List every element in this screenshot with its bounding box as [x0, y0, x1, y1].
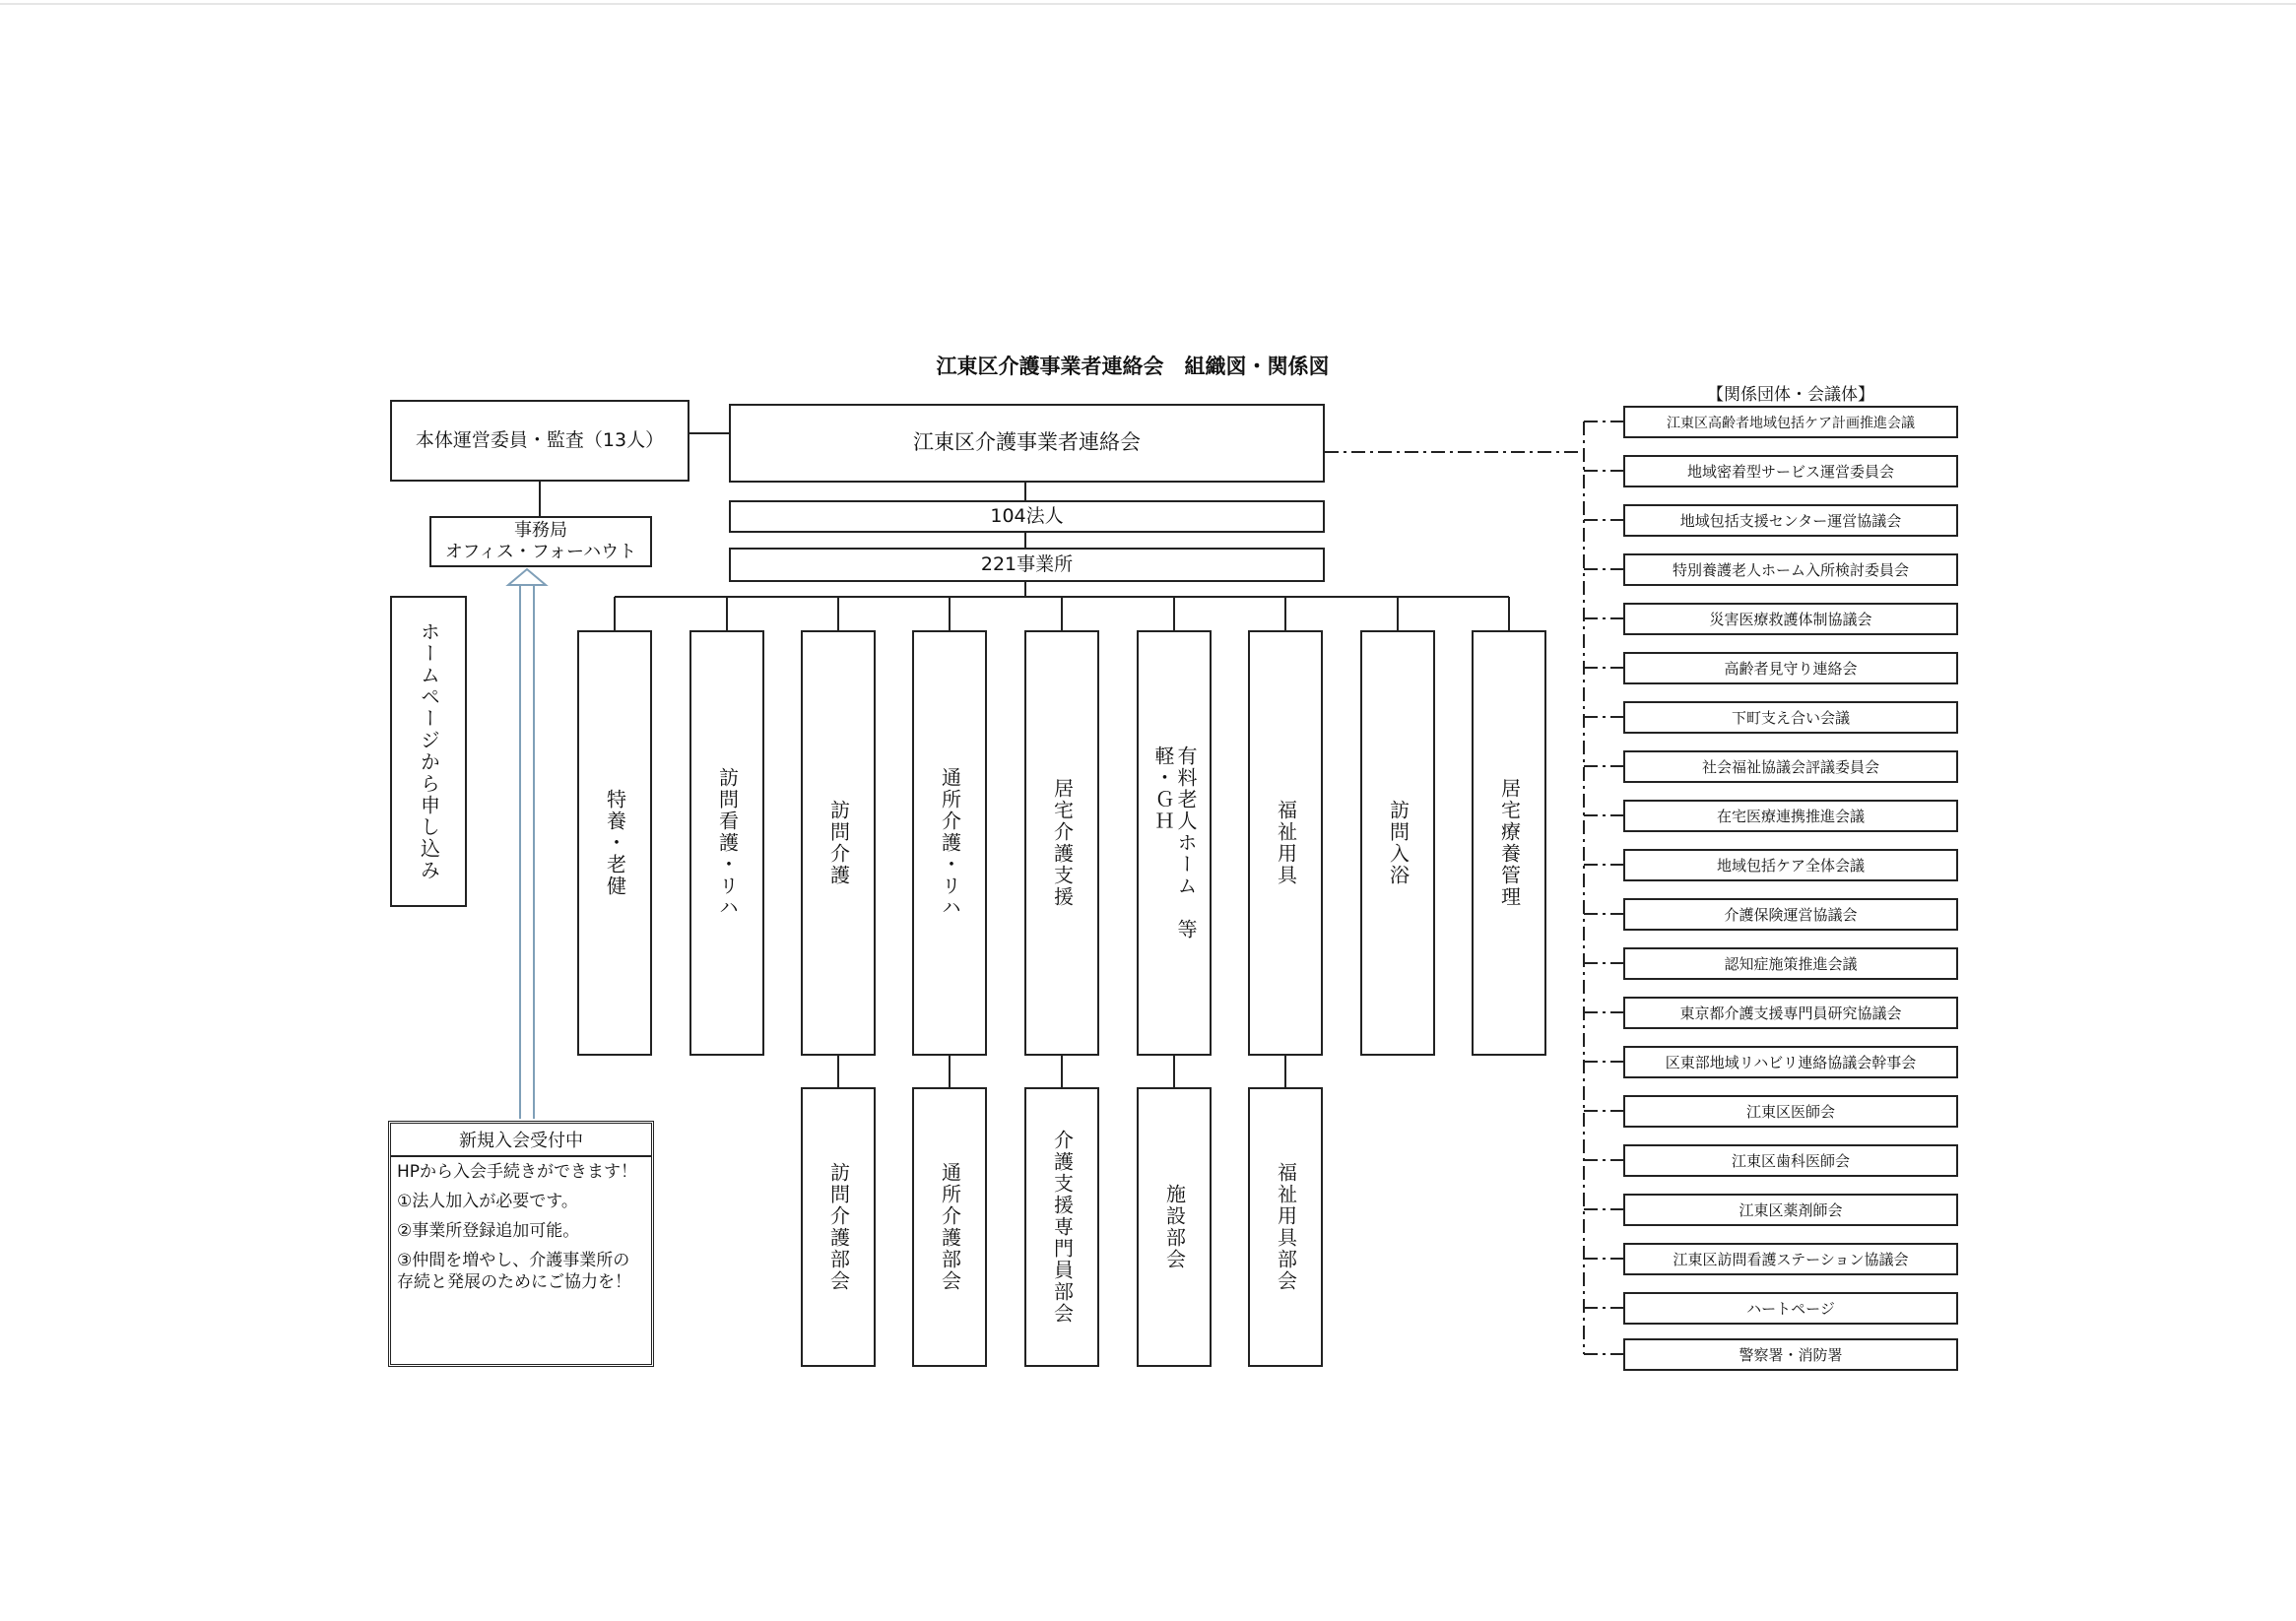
- related-item: 高齢者見守り連絡会: [1623, 652, 1958, 684]
- corporations-label: 104法人: [990, 505, 1064, 528]
- subcommittee-box: [1024, 1087, 1099, 1367]
- subcommittee-label: 通所介護部会: [938, 1162, 962, 1292]
- membership-notice: [388, 1121, 654, 1367]
- section-label: 居宅介護支援: [1050, 778, 1075, 908]
- homepage-apply-label: ホームページから申し込み: [417, 621, 441, 881]
- related-item: 下町支え合い会議: [1623, 701, 1958, 734]
- office-box: [429, 516, 652, 567]
- related-item: 地域包括ケア全体会議: [1623, 849, 1958, 881]
- diagram-title: 江東区介護事業者連絡会 組織図・関係図: [936, 355, 1330, 378]
- section-label: 福祉用具: [1274, 800, 1298, 886]
- section-label: 通所介護・リハ: [938, 767, 962, 919]
- related-item: 区東部地域リハビリ連絡協議会幹事会: [1623, 1046, 1958, 1078]
- homepage-apply-box: [390, 596, 467, 907]
- main-org-label: 江東区介護事業者連絡会: [913, 430, 1141, 455]
- notice-line: ③仲間を増やし、介護事業所の存続と発展のためにご協力を！: [397, 1251, 631, 1293]
- related-item: 地域密着型サービス運営委員会: [1623, 455, 1958, 487]
- committee-label: 本体運営委員・監査（13人）: [415, 429, 665, 452]
- main-org-box: [729, 404, 1325, 483]
- notice-title: 新規入会受付中: [391, 1124, 651, 1157]
- section-box: [1137, 630, 1212, 1056]
- corporations-box: [729, 500, 1325, 533]
- subcommittee-box: [801, 1087, 876, 1367]
- office-line1: 事務局: [514, 520, 567, 542]
- related-item: 特別養護老人ホーム入所検討委員会: [1623, 553, 1958, 586]
- related-item: 地域包括支援センター運営協議会: [1623, 504, 1958, 537]
- subcommittee-label: 訪問介護部会: [826, 1162, 851, 1292]
- notice-line: ①法人加入が必要です。: [397, 1192, 578, 1212]
- related-item: 災害医療救護体制協議会: [1623, 603, 1958, 635]
- related-item: 社会福祉協議会評議委員会: [1623, 750, 1958, 783]
- subcommittee-box: [1137, 1087, 1212, 1367]
- subcommittee-box: [1248, 1087, 1323, 1367]
- related-item: 江東区歯科医師会: [1623, 1144, 1958, 1177]
- office-line2: オフィス・フォーハウト: [444, 542, 637, 562]
- notice-line: ②事業所登録追加可能。: [397, 1221, 580, 1242]
- section-label: 訪問介護: [826, 800, 851, 886]
- committee-box: [390, 400, 689, 482]
- related-item: 江東区医師会: [1623, 1095, 1958, 1128]
- section-label: 訪問看護・リハ: [715, 767, 740, 919]
- notice-line: HPから入会手続きができます！: [397, 1162, 638, 1182]
- section-box: [912, 630, 987, 1056]
- subcommittee-label: 施設部会: [1162, 1184, 1187, 1270]
- section-label: 有料老人ホーム 等 軽・ＧＨ: [1151, 746, 1198, 940]
- section-label: 訪問入浴: [1386, 800, 1410, 886]
- offices-label: 221事業所: [980, 553, 1074, 576]
- section-box: [689, 630, 764, 1056]
- related-item: 警察署・消防署: [1623, 1338, 1958, 1371]
- offices-box: [729, 548, 1325, 582]
- notice-body: [391, 1157, 651, 1305]
- section-box: [1472, 630, 1546, 1056]
- subcommittee-box: [912, 1087, 987, 1367]
- related-item: 介護保険運営協議会: [1623, 898, 1958, 931]
- section-box: [1024, 630, 1099, 1056]
- related-header: 【関係団体・会議体】: [1707, 385, 1874, 405]
- related-item: 江東区訪問看護ステーション協議会: [1623, 1243, 1958, 1275]
- subcommittee-label: 福祉用具部会: [1274, 1162, 1298, 1292]
- section-label: 居宅療養管理: [1497, 778, 1522, 908]
- section-label: 特養・老健: [603, 789, 627, 897]
- related-item: 江東区薬剤師会: [1623, 1194, 1958, 1226]
- section-box: [1248, 630, 1323, 1056]
- subcommittee-label: 介護支援専門員部会: [1050, 1130, 1075, 1325]
- section-box: [1360, 630, 1435, 1056]
- related-item: 在宅医療連携推進会議: [1623, 800, 1958, 832]
- section-box: [577, 630, 652, 1056]
- related-item: 江東区高齢者地域包括ケア計画推進会議: [1623, 406, 1958, 438]
- related-item: 東京都介護支援専門員研究協議会: [1623, 997, 1958, 1029]
- related-item: ハートページ: [1623, 1292, 1958, 1325]
- arrow-up-icon: [508, 569, 546, 1119]
- section-box: [801, 630, 876, 1056]
- related-item: 認知症施策推進会議: [1623, 947, 1958, 980]
